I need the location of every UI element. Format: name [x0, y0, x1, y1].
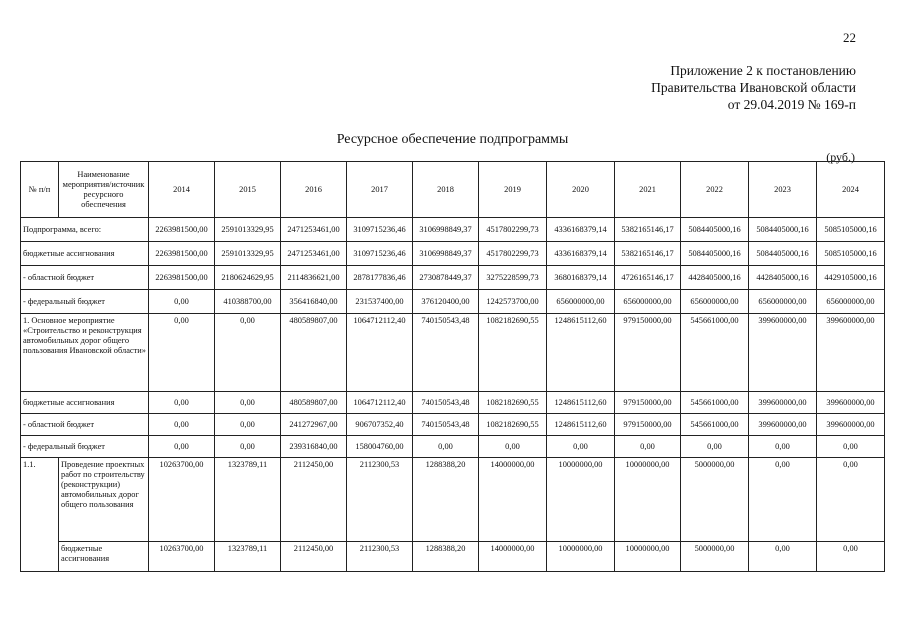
cell-value: 979150000,00: [615, 392, 681, 414]
header-year: 2022: [681, 162, 749, 218]
cell-value: 410388700,00: [215, 290, 281, 314]
cell-value: 545661000,00: [681, 314, 749, 392]
header-name: Наименование мероприятия/источник ресурсного обеспечения: [59, 162, 149, 218]
cell-value: 2263981500,00: [149, 242, 215, 266]
table-row: [21, 458, 885, 542]
cell-value: 0,00: [149, 436, 215, 458]
cell-value: 5000000,00: [681, 458, 749, 542]
row-number: 1.1.: [21, 458, 59, 572]
cell-value: 1248615112,60: [547, 414, 615, 436]
header-num: № п/п: [21, 162, 59, 218]
header-year: 2020: [547, 162, 615, 218]
header-year: 2017: [347, 162, 413, 218]
row-label: 1. Основное мероприятие «Строительство и реконструкция автомобильных дорог общего пользования Ивановской области»: [21, 314, 149, 392]
header-year: 2018: [413, 162, 479, 218]
cell-value: 158004760,00: [347, 436, 413, 458]
table-row: [21, 290, 885, 314]
row-label: - областной бюджет: [21, 266, 149, 290]
cell-value: 480589807,00: [281, 392, 347, 414]
cell-value: 656000000,00: [749, 290, 817, 314]
row-label: Проведение проектных работ по строительству (реконструкции) автомобильных дорог общего пользования: [59, 458, 149, 542]
cell-value: 5382165146,17: [615, 242, 681, 266]
row-label: - областной бюджет: [21, 414, 149, 436]
cell-value: 3106998849,37: [413, 218, 479, 242]
cell-value: 1064712112,40: [347, 314, 413, 392]
cell-value: 1082182690,55: [479, 314, 547, 392]
cell-value: 0,00: [149, 290, 215, 314]
cell-value: 399600000,00: [817, 314, 885, 392]
cell-value: 2730878449,37: [413, 266, 479, 290]
cell-value: 1288388,20: [413, 458, 479, 542]
header-year: 2019: [479, 162, 547, 218]
cell-value: 740150543,48: [413, 414, 479, 436]
row-label: бюджетные ассигнования: [59, 542, 149, 572]
page-number: 22: [843, 30, 856, 45]
cell-value: 1082182690,55: [479, 414, 547, 436]
cell-value: 1082182690,55: [479, 392, 547, 414]
cell-value: 2263981500,00: [149, 266, 215, 290]
cell-value: 0,00: [479, 436, 547, 458]
cell-value: 1248615112,60: [547, 314, 615, 392]
cell-value: 4336168379,14: [547, 242, 615, 266]
cell-value: 656000000,00: [817, 290, 885, 314]
cell-value: 545661000,00: [681, 414, 749, 436]
cell-value: 3275228599,73: [479, 266, 547, 290]
cell-value: 0,00: [817, 542, 885, 572]
cell-value: 656000000,00: [681, 290, 749, 314]
cell-value: 545661000,00: [681, 392, 749, 414]
cell-value: 1323789,11: [215, 542, 281, 572]
cell-value: 10263700,00: [149, 458, 215, 542]
cell-value: 0,00: [215, 414, 281, 436]
header-year: 2024: [817, 162, 885, 218]
cell-value: 10000000,00: [615, 542, 681, 572]
row-label: бюджетные ассигнования: [21, 392, 149, 414]
cell-value: 2591013329,95: [215, 242, 281, 266]
row-label: - федеральный бюджет: [21, 436, 149, 458]
cell-value: 0,00: [817, 436, 885, 458]
cell-value: 5382165146,17: [615, 218, 681, 242]
table-row: [21, 392, 885, 414]
table-row: [21, 218, 885, 242]
row-label: - федеральный бюджет: [21, 290, 149, 314]
appendix-block: [651, 62, 856, 113]
header-year: 2023: [749, 162, 817, 218]
cell-value: 399600000,00: [817, 392, 885, 414]
cell-value: 0,00: [413, 436, 479, 458]
cell-value: 2112300,53: [347, 542, 413, 572]
cell-value: 10000000,00: [547, 458, 615, 542]
cell-value: 2114836621,00: [281, 266, 347, 290]
cell-value: 2471253461,00: [281, 242, 347, 266]
cell-value: 399600000,00: [749, 314, 817, 392]
cell-value: 1288388,20: [413, 542, 479, 572]
cell-value: 0,00: [749, 436, 817, 458]
appendix-line-3: от 29.04.2019 № 169-п: [727, 97, 856, 112]
cell-value: 0,00: [749, 542, 817, 572]
cell-value: 5084405000,16: [749, 218, 817, 242]
table-row: [21, 436, 885, 458]
cell-value: 0,00: [215, 392, 281, 414]
cell-value: 3680168379,14: [547, 266, 615, 290]
cell-value: 3106998849,37: [413, 242, 479, 266]
cell-value: 241272967,00: [281, 414, 347, 436]
cell-value: 4726165146,17: [615, 266, 681, 290]
cell-value: 1323789,11: [215, 458, 281, 542]
cell-value: 5085105000,16: [817, 218, 885, 242]
cell-value: 399600000,00: [749, 414, 817, 436]
cell-value: 376120400,00: [413, 290, 479, 314]
header-year: 2014: [149, 162, 215, 218]
cell-value: 3109715236,46: [347, 242, 413, 266]
cell-value: 5084405000,16: [681, 242, 749, 266]
cell-value: 356416840,00: [281, 290, 347, 314]
cell-value: 0,00: [149, 314, 215, 392]
cell-value: 480589807,00: [281, 314, 347, 392]
cell-value: 0,00: [215, 436, 281, 458]
cell-value: 4428405000,16: [681, 266, 749, 290]
cell-value: 3109715236,46: [347, 218, 413, 242]
cell-value: 2263981500,00: [149, 218, 215, 242]
resource-table: [20, 161, 885, 572]
cell-value: 5084405000,16: [749, 242, 817, 266]
header-year: 2016: [281, 162, 347, 218]
cell-value: 10000000,00: [547, 542, 615, 572]
table-row: [21, 314, 885, 392]
cell-value: 740150543,48: [413, 314, 479, 392]
header-year: 2015: [215, 162, 281, 218]
header-row: [21, 162, 885, 218]
cell-value: 399600000,00: [749, 392, 817, 414]
cell-value: 10000000,00: [615, 458, 681, 542]
document-title: Ресурсное обеспечение подпрограммы: [336, 132, 569, 147]
cell-value: 656000000,00: [547, 290, 615, 314]
table-row: [21, 242, 885, 266]
cell-value: 399600000,00: [817, 414, 885, 436]
table-row: [21, 266, 885, 290]
cell-value: 5084405000,16: [681, 218, 749, 242]
cell-value: 0,00: [149, 392, 215, 414]
cell-value: 4517802299,73: [479, 218, 547, 242]
cell-value: 2471253461,00: [281, 218, 347, 242]
cell-value: 14000000,00: [479, 542, 547, 572]
cell-value: 2112300,53: [347, 458, 413, 542]
cell-value: 0,00: [749, 458, 817, 542]
cell-value: 239316840,00: [281, 436, 347, 458]
cell-value: 5085105000,16: [817, 242, 885, 266]
cell-value: 0,00: [149, 414, 215, 436]
table-row: [21, 542, 885, 572]
cell-value: 1064712112,40: [347, 392, 413, 414]
cell-value: 2112450,00: [281, 542, 347, 572]
cell-value: 979150000,00: [615, 314, 681, 392]
cell-value: 2112450,00: [281, 458, 347, 542]
cell-value: 0,00: [817, 458, 885, 542]
appendix-line-1: Приложение 2 к постановлению: [670, 63, 856, 78]
header-year: 2021: [615, 162, 681, 218]
cell-value: 740150543,48: [413, 392, 479, 414]
cell-value: 979150000,00: [615, 414, 681, 436]
cell-value: 4428405000,16: [749, 266, 817, 290]
row-label: бюджетные ассигнования: [21, 242, 149, 266]
cell-value: 906707352,40: [347, 414, 413, 436]
cell-value: 231537400,00: [347, 290, 413, 314]
cell-value: 656000000,00: [615, 290, 681, 314]
cell-value: 10263700,00: [149, 542, 215, 572]
cell-value: 1242573700,00: [479, 290, 547, 314]
row-label: Подпрограмма, всего:: [21, 218, 149, 242]
cell-value: 0,00: [547, 436, 615, 458]
cell-value: 5000000,00: [681, 542, 749, 572]
cell-value: 2180624629,95: [215, 266, 281, 290]
cell-value: 0,00: [615, 436, 681, 458]
table-row: [21, 414, 885, 436]
cell-value: 0,00: [215, 314, 281, 392]
cell-value: 4429105000,16: [817, 266, 885, 290]
cell-value: 2591013329,95: [215, 218, 281, 242]
cell-value: 2878177836,46: [347, 266, 413, 290]
appendix-line-2: Правительства Ивановской области: [651, 80, 856, 95]
cell-value: 1248615112,60: [547, 392, 615, 414]
cell-value: 14000000,00: [479, 458, 547, 542]
cell-value: 0,00: [681, 436, 749, 458]
cell-value: 4517802299,73: [479, 242, 547, 266]
cell-value: 4336168379,14: [547, 218, 615, 242]
unit-label: (руб.): [826, 150, 855, 164]
